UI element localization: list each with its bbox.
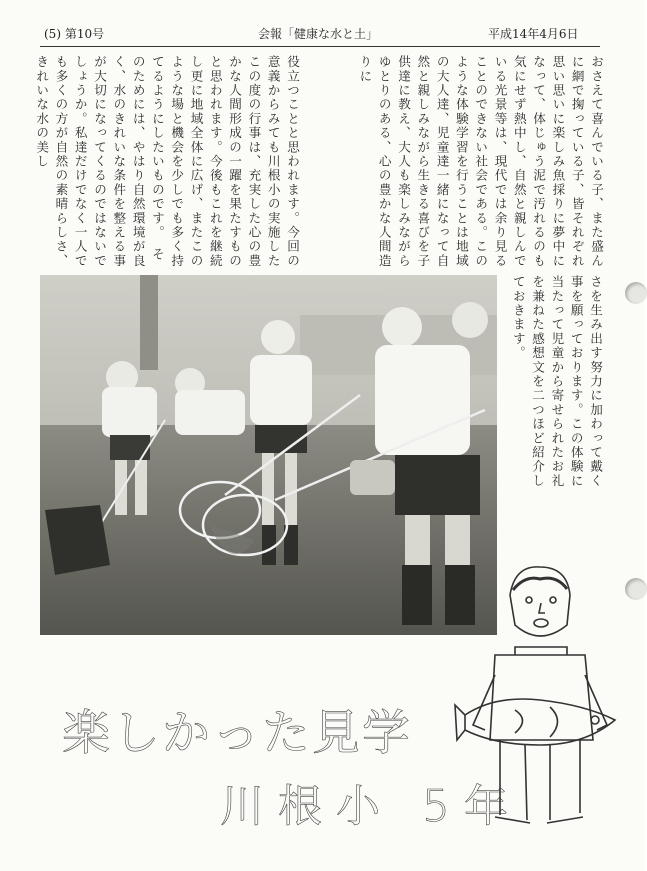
article-column-3: さを生み出す努力に加わって戴く事を願っております。この体験に当たって児童から寄せられたお礼を兼ねた感想文を二つほど紹介しておきます。 [510,275,603,488]
page-header [0,26,645,48]
handwritten-title: 楽しかった見学 [62,705,413,761]
article-column-2: 役立つことと思われます。今回の意義からみても川根小の実施したこの度の行事は、充実した心の豊かな人間形成の一躍を果たすものと思われます。今後もこれを継続し更に地域全体に広げ、またこのような場と機会を少しでも多く持てるようにしたいものです。 そのためには、やはり自然環境が良く、水のきれいな条件を整える事が大切になってくるのではないでしょうか。私達だけでなく一人でも多くの方が自然の素晴らしさ、きれいな水の美し [34,55,300,268]
binder-hole-top [625,282,647,304]
newsletter-title: 会報「健康な水と土」 [258,27,379,41]
issue-number: (5) 第10号 [44,27,105,41]
children-fishing-photo [40,275,497,635]
handwritten-author: 川根小 5年 [220,781,522,832]
binder-hole-bottom [625,578,647,600]
issue-date: 平成14年4月6日 [488,27,579,41]
boy-holding-fish-drawing [455,555,625,840]
article-column-1: おさえて喜んでいる子、また盛んに網で掬っている子、皆それぞれ思い思いに楽しみ魚採りに夢中になって、体じゅう泥で汚れるのも気にせず熱中し、自然と親しんでいる光景等は、現代では余り見ることのできない社会である。このような体験学習を行うことは地域の大人達、児童達一緒になって自然と親しみながら生きる喜びを子供達に教え、大人も楽しみながらゆとりのある、心の豊かな人間造りに [357,55,604,268]
header-rule [40,46,600,47]
